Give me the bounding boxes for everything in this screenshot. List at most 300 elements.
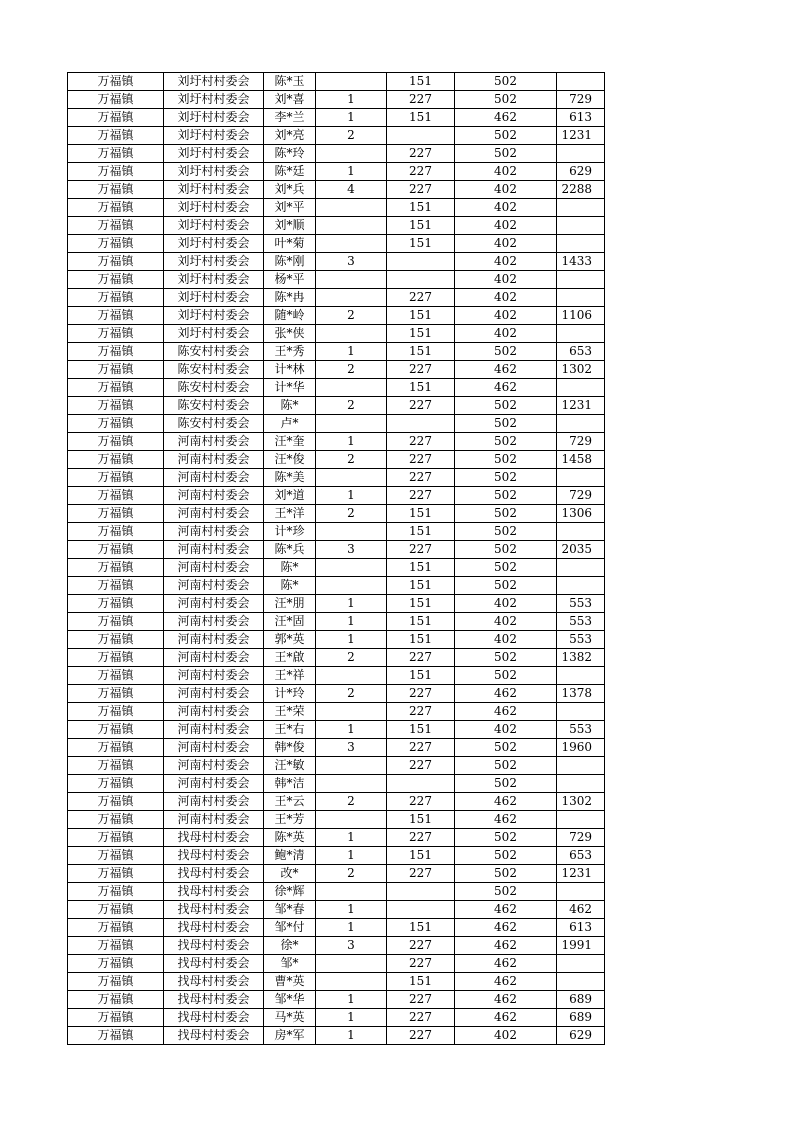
- table-row: [68, 1027, 605, 1045]
- table-cell: 502: [455, 541, 557, 559]
- table-cell: 王*啟: [264, 649, 316, 667]
- table-cell: 刘圩村村委会: [164, 109, 264, 127]
- table-cell: 万福镇: [68, 163, 164, 181]
- table-cell: 河南村村委会: [164, 559, 264, 577]
- table-cell: 找母村村委会: [164, 883, 264, 901]
- table-cell: [316, 559, 387, 577]
- table-cell: 韩*俊: [264, 739, 316, 757]
- table-cell: 151: [387, 73, 455, 91]
- table-cell: 1302: [557, 793, 605, 811]
- table-cell: 502: [455, 469, 557, 487]
- table-cell: 万福镇: [68, 865, 164, 883]
- table-cell: 227: [387, 703, 455, 721]
- table-row: [68, 739, 605, 757]
- table-cell: 227: [387, 757, 455, 775]
- table-cell: [387, 901, 455, 919]
- table-cell: 227: [387, 1009, 455, 1027]
- table-cell: 徐*: [264, 937, 316, 955]
- table-cell: 553: [557, 631, 605, 649]
- table-cell: 227: [387, 649, 455, 667]
- table-cell: 2: [316, 397, 387, 415]
- table-cell: [557, 559, 605, 577]
- table-cell: 729: [557, 91, 605, 109]
- table-row: [68, 397, 605, 415]
- table-row: [68, 361, 605, 379]
- table-cell: 151: [387, 721, 455, 739]
- table-cell: 河南村村委会: [164, 577, 264, 595]
- table-cell: 502: [455, 523, 557, 541]
- table-cell: 629: [557, 163, 605, 181]
- table-cell: 1: [316, 829, 387, 847]
- table-cell: 王*秀: [264, 343, 316, 361]
- table-cell: 刘*道: [264, 487, 316, 505]
- table-cell: 河南村村委会: [164, 487, 264, 505]
- table-row: [68, 145, 605, 163]
- table-cell: 151: [387, 343, 455, 361]
- table-cell: [316, 811, 387, 829]
- table-cell: [557, 703, 605, 721]
- table-cell: 151: [387, 919, 455, 937]
- table-row: [68, 901, 605, 919]
- table-cell: 刘圩村村委会: [164, 253, 264, 271]
- table-cell: 1991: [557, 937, 605, 955]
- table-cell: 万福镇: [68, 685, 164, 703]
- table-cell: 陈*冉: [264, 289, 316, 307]
- table-cell: 729: [557, 433, 605, 451]
- table-cell: 万福镇: [68, 109, 164, 127]
- table-cell: 陈*兵: [264, 541, 316, 559]
- table-cell: 张*侠: [264, 325, 316, 343]
- table-row: [68, 703, 605, 721]
- table-cell: 151: [387, 109, 455, 127]
- table-cell: [316, 379, 387, 397]
- table-cell: 1: [316, 721, 387, 739]
- table-row: [68, 631, 605, 649]
- table-cell: 鲍*清: [264, 847, 316, 865]
- table-cell: 陈*: [264, 559, 316, 577]
- table-row: [68, 523, 605, 541]
- table-cell: 729: [557, 487, 605, 505]
- table-row: [68, 955, 605, 973]
- table-cell: 502: [455, 865, 557, 883]
- table-cell: 3: [316, 739, 387, 757]
- table-cell: 万福镇: [68, 523, 164, 541]
- table-cell: 1458: [557, 451, 605, 469]
- table-cell: 1: [316, 847, 387, 865]
- table-cell: 1: [316, 901, 387, 919]
- table-cell: 王*洋: [264, 505, 316, 523]
- table-cell: 万福镇: [68, 973, 164, 991]
- table-row: [68, 937, 605, 955]
- table-cell: 河南村村委会: [164, 595, 264, 613]
- table-cell: [557, 667, 605, 685]
- table-cell: [316, 667, 387, 685]
- table-cell: 万福镇: [68, 1009, 164, 1027]
- table-cell: 227: [387, 739, 455, 757]
- table-row: [68, 127, 605, 145]
- table-cell: 227: [387, 487, 455, 505]
- table-cell: 邹*付: [264, 919, 316, 937]
- table-cell: 151: [387, 631, 455, 649]
- table-cell: 151: [387, 505, 455, 523]
- table-cell: [316, 775, 387, 793]
- table-cell: 227: [387, 451, 455, 469]
- table-cell: [557, 235, 605, 253]
- table-cell: 227: [387, 397, 455, 415]
- table-cell: 万福镇: [68, 901, 164, 919]
- table-row: [68, 325, 605, 343]
- table-cell: 402: [455, 217, 557, 235]
- table-cell: 王*荣: [264, 703, 316, 721]
- table-cell: 2: [316, 865, 387, 883]
- table-cell: 151: [387, 973, 455, 991]
- table-cell: [557, 757, 605, 775]
- table-cell: 找母村村委会: [164, 955, 264, 973]
- table-cell: 151: [387, 307, 455, 325]
- table-row: [68, 541, 605, 559]
- table-cell: 227: [387, 685, 455, 703]
- table-cell: 计*珍: [264, 523, 316, 541]
- table-cell: 刘圩村村委会: [164, 289, 264, 307]
- table-cell: 629: [557, 1027, 605, 1045]
- table-cell: 151: [387, 559, 455, 577]
- table-cell: 万福镇: [68, 433, 164, 451]
- table-row: [68, 793, 605, 811]
- table-cell: 汪*奎: [264, 433, 316, 451]
- table-cell: 万福镇: [68, 1027, 164, 1045]
- table-row: [68, 865, 605, 883]
- table-cell: 462: [455, 793, 557, 811]
- table-row: [68, 163, 605, 181]
- table-cell: 553: [557, 613, 605, 631]
- table-cell: 402: [455, 163, 557, 181]
- table-cell: [316, 415, 387, 433]
- table-cell: 万福镇: [68, 127, 164, 145]
- table-cell: 万福镇: [68, 775, 164, 793]
- table-cell: 402: [455, 613, 557, 631]
- table-cell: 4: [316, 181, 387, 199]
- table-cell: 万福镇: [68, 721, 164, 739]
- table-cell: 502: [455, 433, 557, 451]
- table-cell: 1106: [557, 307, 605, 325]
- table-cell: 河南村村委会: [164, 649, 264, 667]
- table-cell: 汪*俊: [264, 451, 316, 469]
- table-cell: 刘圩村村委会: [164, 73, 264, 91]
- table-cell: 万福镇: [68, 307, 164, 325]
- table-row: [68, 109, 605, 127]
- table-cell: 502: [455, 775, 557, 793]
- table-cell: 553: [557, 721, 605, 739]
- table-cell: 462: [455, 703, 557, 721]
- table-cell: 万福镇: [68, 397, 164, 415]
- table-cell: 502: [455, 451, 557, 469]
- table-cell: 刘圩村村委会: [164, 217, 264, 235]
- table-cell: 万福镇: [68, 613, 164, 631]
- table-cell: 河南村村委会: [164, 667, 264, 685]
- table-cell: 刘*兵: [264, 181, 316, 199]
- table-row: [68, 973, 605, 991]
- table-cell: 万福镇: [68, 991, 164, 1009]
- table-cell: 1: [316, 1027, 387, 1045]
- table-cell: [316, 577, 387, 595]
- table-row: [68, 217, 605, 235]
- table-cell: 万福镇: [68, 343, 164, 361]
- table-row: [68, 451, 605, 469]
- table-row: [68, 379, 605, 397]
- table-cell: 万福镇: [68, 667, 164, 685]
- table-cell: 陈安村村委会: [164, 397, 264, 415]
- table-cell: 随*岭: [264, 307, 316, 325]
- table-cell: 万福镇: [68, 793, 164, 811]
- table-row: [68, 1009, 605, 1027]
- table-cell: 502: [455, 667, 557, 685]
- table-cell: 万福镇: [68, 487, 164, 505]
- table-cell: 3: [316, 253, 387, 271]
- table-cell: 徐*辉: [264, 883, 316, 901]
- table-cell: 万福镇: [68, 937, 164, 955]
- table-cell: 1: [316, 613, 387, 631]
- table-cell: 刘圩村村委会: [164, 145, 264, 163]
- table-cell: [557, 217, 605, 235]
- table-cell: 227: [387, 163, 455, 181]
- table-cell: 王*祥: [264, 667, 316, 685]
- table-cell: 402: [455, 307, 557, 325]
- table-cell: 151: [387, 613, 455, 631]
- table-cell: 汪*朋: [264, 595, 316, 613]
- table-cell: 689: [557, 991, 605, 1009]
- table-cell: 万福镇: [68, 829, 164, 847]
- table-cell: 462: [455, 973, 557, 991]
- table-cell: 1433: [557, 253, 605, 271]
- table-cell: 1302: [557, 361, 605, 379]
- table-cell: [316, 289, 387, 307]
- table-cell: [557, 289, 605, 307]
- table-cell: 河南村村委会: [164, 721, 264, 739]
- table-cell: 计*玲: [264, 685, 316, 703]
- table-cell: 万福镇: [68, 73, 164, 91]
- table-cell: [557, 199, 605, 217]
- table-row: [68, 253, 605, 271]
- table-cell: 李*兰: [264, 109, 316, 127]
- table-cell: 河南村村委会: [164, 685, 264, 703]
- table-cell: [387, 775, 455, 793]
- table-cell: 河南村村委会: [164, 775, 264, 793]
- table-cell: [557, 775, 605, 793]
- table-cell: 1: [316, 343, 387, 361]
- table-cell: 151: [387, 217, 455, 235]
- table-cell: 万福镇: [68, 883, 164, 901]
- table-cell: 502: [455, 577, 557, 595]
- table-cell: 计*华: [264, 379, 316, 397]
- table-cell: 陈*玉: [264, 73, 316, 91]
- table-cell: [316, 217, 387, 235]
- table-row: [68, 181, 605, 199]
- table-cell: 689: [557, 1009, 605, 1027]
- table-cell: [557, 415, 605, 433]
- table-cell: 653: [557, 847, 605, 865]
- table-cell: 万福镇: [68, 271, 164, 289]
- table-cell: [316, 757, 387, 775]
- table-cell: 613: [557, 109, 605, 127]
- table-cell: 找母村村委会: [164, 829, 264, 847]
- table-cell: [557, 523, 605, 541]
- table-cell: [557, 577, 605, 595]
- table-cell: 陈*廷: [264, 163, 316, 181]
- table-cell: 1231: [557, 865, 605, 883]
- table-cell: 151: [387, 577, 455, 595]
- table-cell: 3: [316, 937, 387, 955]
- table-cell: 402: [455, 181, 557, 199]
- table-cell: [316, 199, 387, 217]
- table-cell: 陈*玲: [264, 145, 316, 163]
- table-cell: 万福镇: [68, 325, 164, 343]
- table-cell: 邹*华: [264, 991, 316, 1009]
- table-cell: 462: [455, 901, 557, 919]
- table-cell: 河南村村委会: [164, 541, 264, 559]
- table-cell: 万福镇: [68, 379, 164, 397]
- table-cell: 402: [455, 631, 557, 649]
- table-row: [68, 595, 605, 613]
- table-cell: 刘圩村村委会: [164, 163, 264, 181]
- table-cell: 韩*洁: [264, 775, 316, 793]
- table-cell: 151: [387, 199, 455, 217]
- table-row: [68, 73, 605, 91]
- table-row: [68, 199, 605, 217]
- table-cell: 402: [455, 235, 557, 253]
- table-cell: 502: [455, 505, 557, 523]
- table-cell: [316, 955, 387, 973]
- table-cell: 刘*喜: [264, 91, 316, 109]
- table-cell: [316, 703, 387, 721]
- table-cell: 河南村村委会: [164, 613, 264, 631]
- table-cell: 2: [316, 685, 387, 703]
- table-cell: 王*芳: [264, 811, 316, 829]
- table-cell: 陈*美: [264, 469, 316, 487]
- table-cell: [557, 955, 605, 973]
- table-cell: 227: [387, 793, 455, 811]
- table-cell: 227: [387, 289, 455, 307]
- table-cell: 万福镇: [68, 757, 164, 775]
- table-cell: 陈*: [264, 397, 316, 415]
- table-cell: [387, 127, 455, 145]
- table-cell: 151: [387, 523, 455, 541]
- table-cell: 万福镇: [68, 253, 164, 271]
- table-cell: 河南村村委会: [164, 505, 264, 523]
- table-cell: 462: [455, 991, 557, 1009]
- table-row: [68, 775, 605, 793]
- table-cell: 227: [387, 541, 455, 559]
- table-cell: 1231: [557, 127, 605, 145]
- table-cell: 227: [387, 361, 455, 379]
- table-cell: 151: [387, 595, 455, 613]
- table-cell: 万福镇: [68, 649, 164, 667]
- table-cell: [387, 883, 455, 901]
- table-row: [68, 469, 605, 487]
- table-cell: 1: [316, 91, 387, 109]
- table-cell: 万福镇: [68, 217, 164, 235]
- table-cell: 2035: [557, 541, 605, 559]
- table-cell: 万福镇: [68, 811, 164, 829]
- table-cell: 462: [455, 919, 557, 937]
- table-cell: 刘*平: [264, 199, 316, 217]
- table-cell: 找母村村委会: [164, 1027, 264, 1045]
- table-cell: 502: [455, 127, 557, 145]
- table-cell: 陈*英: [264, 829, 316, 847]
- table-row: [68, 811, 605, 829]
- table-cell: 郭*英: [264, 631, 316, 649]
- table-cell: 万福镇: [68, 739, 164, 757]
- table-cell: 找母村村委会: [164, 865, 264, 883]
- table-cell: 刘圩村村委会: [164, 127, 264, 145]
- table-cell: 刘*顺: [264, 217, 316, 235]
- table-cell: 万福镇: [68, 181, 164, 199]
- table-cell: 227: [387, 991, 455, 1009]
- table-cell: 151: [387, 811, 455, 829]
- table-cell: 729: [557, 829, 605, 847]
- table-cell: [316, 73, 387, 91]
- table-cell: 151: [387, 235, 455, 253]
- table-cell: 227: [387, 937, 455, 955]
- table-cell: 462: [455, 685, 557, 703]
- table-row: [68, 505, 605, 523]
- table-cell: 刘圩村村委会: [164, 91, 264, 109]
- table-cell: 陈安村村委会: [164, 415, 264, 433]
- data-table: [67, 72, 605, 1045]
- table-cell: 2: [316, 451, 387, 469]
- table-cell: 万福镇: [68, 469, 164, 487]
- table-row: [68, 649, 605, 667]
- table-cell: 万福镇: [68, 631, 164, 649]
- table-cell: 汪*敏: [264, 757, 316, 775]
- table-cell: 553: [557, 595, 605, 613]
- table-cell: 227: [387, 145, 455, 163]
- table-cell: 1: [316, 991, 387, 1009]
- table-cell: 502: [455, 739, 557, 757]
- table-cell: 河南村村委会: [164, 523, 264, 541]
- table-cell: 找母村村委会: [164, 973, 264, 991]
- table-row: [68, 757, 605, 775]
- table-cell: 万福镇: [68, 415, 164, 433]
- table-cell: 151: [387, 379, 455, 397]
- table-cell: 2: [316, 127, 387, 145]
- table-cell: 502: [455, 487, 557, 505]
- table-cell: 邹*: [264, 955, 316, 973]
- table-body: [68, 73, 605, 1045]
- table-cell: 万福镇: [68, 91, 164, 109]
- table-cell: 找母村村委会: [164, 919, 264, 937]
- table-cell: 462: [455, 937, 557, 955]
- table-cell: 1960: [557, 739, 605, 757]
- table-row: [68, 919, 605, 937]
- table-row: [68, 433, 605, 451]
- table-cell: 402: [455, 271, 557, 289]
- table-cell: 1: [316, 1009, 387, 1027]
- table-row: [68, 271, 605, 289]
- table-cell: 万福镇: [68, 595, 164, 613]
- table-cell: [316, 325, 387, 343]
- table-cell: [557, 469, 605, 487]
- table-cell: 刘圩村村委会: [164, 325, 264, 343]
- table-cell: 151: [387, 847, 455, 865]
- table-cell: 杨*平: [264, 271, 316, 289]
- table-cell: [316, 271, 387, 289]
- table-cell: 227: [387, 865, 455, 883]
- table-cell: [316, 883, 387, 901]
- table-row: [68, 613, 605, 631]
- table-cell: 1: [316, 919, 387, 937]
- table-cell: 刘圩村村委会: [164, 307, 264, 325]
- table-cell: 叶*菊: [264, 235, 316, 253]
